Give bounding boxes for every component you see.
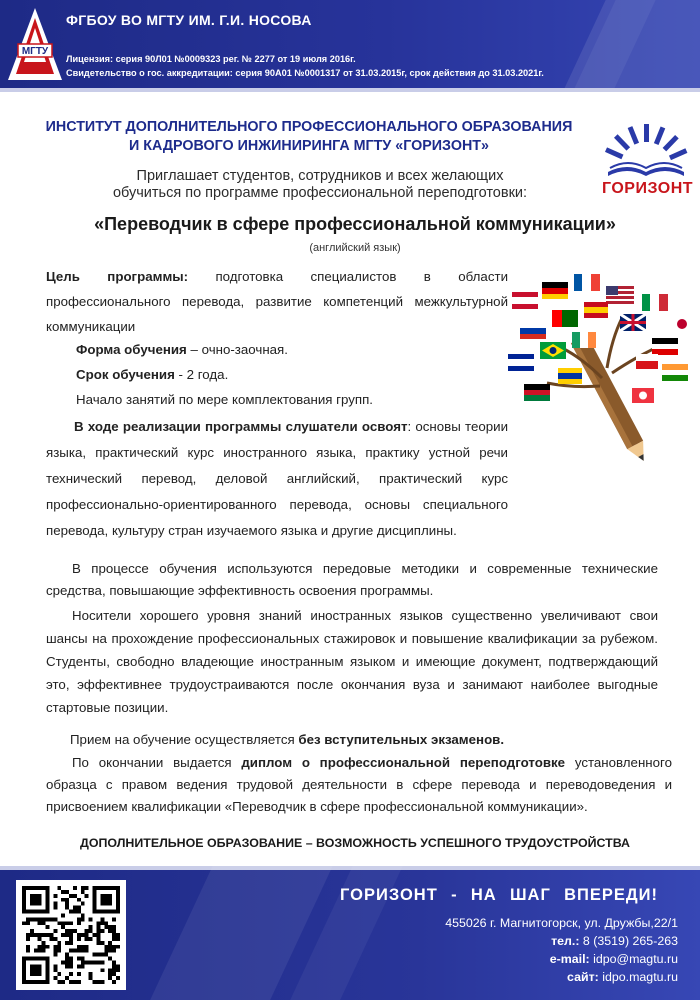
admission-bold: без вступительных экзаменов.	[298, 732, 505, 747]
diploma-text: установленного образца с правом ведения трудовой деятельности в сфере перевода и переводоведения и присвоением квалификации «Переводчик в сфере профессиональной коммуникации».	[46, 755, 672, 814]
license-line: Лицензия: серия 90Л01 №0009323 рег. № 2277 от 19 июля 2016г.	[66, 54, 356, 64]
footer-banner	[0, 866, 700, 1000]
program-goal	[46, 264, 508, 339]
admission-paragraph	[70, 732, 504, 747]
site-link[interactable]: idpo.magtu.ru	[598, 970, 678, 984]
modern-methods-paragraph	[46, 558, 658, 602]
goal-label: Цель программы:	[46, 269, 189, 284]
email-link[interactable]: idpo@magtu.ru	[589, 952, 678, 966]
horizon-logo-text: ГОРИЗОНТ	[601, 180, 694, 197]
study-term	[76, 367, 228, 382]
form-value: – очно-заочная.	[186, 342, 288, 357]
diploma-bold: диплом о профессиональной переподготовке	[241, 755, 566, 770]
header-banner	[0, 0, 700, 92]
term-value: - 2 года.	[174, 367, 229, 382]
modern-methods-text: В процессе обучения используются передовые методики и современные технические средства, повышающие эффективность освоения программы.	[46, 561, 658, 598]
org-name: ФГБОУ ВО МГТУ ИМ. Г.И. НОСОВА	[66, 12, 312, 28]
outcome-text: : основы теории языка, практический курс иностранного языка, практику устной речи технический перевод, деловой английский, практический курс профессионально-ориентированного перевода, основы специального перевода, культуру стран изучаемого языка и другие дисциплины.	[46, 419, 509, 538]
institute-title	[14, 118, 604, 156]
qr-code-icon	[22, 886, 120, 984]
contact-info	[445, 914, 678, 986]
site-line	[445, 968, 678, 986]
invitation-line: обучиться по программе профессиональной переподготовки:	[112, 185, 528, 201]
carriers-text: Носители хорошего уровня знаний иностранных языков существенно увеличивают свои шансы на прохождение профессиональных стажировок и повышение квалификации за рубежом. Студенты, свободно владеющие иностранным языком и имеющие документ, подтверждающий это, эффективнее трудоустраиваются после окончания вуза и занимают наиболее выгодные стартовые позиции.	[46, 608, 658, 715]
logo-text: МГТУ	[21, 46, 49, 57]
program-title: «Переводчик в сфере профессиональной коммуникации»	[94, 214, 616, 234]
admission-text: Прием на обучение осуществляется	[70, 732, 299, 747]
email-line	[445, 950, 678, 968]
diploma-text: По окончании выдается	[72, 755, 242, 770]
outcome-label: В ходе реализации программы слушатели освоят	[74, 419, 408, 434]
invitation-line: Приглашает студентов, сотрудников и всех желающих	[136, 168, 504, 184]
institute-title-line: И КАДРОВОГО ИНЖИНИРИНГА МГТУ «ГОРИЗОНТ»	[129, 138, 489, 154]
mgtu-logo-icon	[6, 6, 64, 84]
language-note: (английский язык)	[309, 242, 401, 254]
phone-value[interactable]: 8 (3519) 265-263	[579, 934, 678, 948]
institute-title-line: ИНСТИТУТ ДОПОЛНИТЕЛЬНОГО ПРОФЕССИОНАЛЬНОГО ОБРАЗОВАНИЯ	[45, 119, 573, 135]
footer-slogan: ГОРИЗОНТ - НА ШАГ ВПЕРЕДИ!	[340, 886, 658, 904]
phone-line	[445, 932, 678, 950]
site-label: сайт:	[567, 970, 599, 984]
invitation-text	[40, 168, 600, 202]
flags-tree-illustration	[502, 268, 698, 468]
goal-text: подготовка специалистов в области профессионального перевода, развитие компетенций межкультурной коммуникации	[46, 269, 508, 334]
email-label: e-mail:	[549, 952, 590, 966]
bottom-slogan: ДОПОЛНИТЕЛЬНОЕ ОБРАЗОВАНИЕ – ВОЗМОЖНОСТЬ УСПЕШНОГО ТРУДОУСТРОЙСТВА	[80, 836, 630, 850]
diploma-paragraph	[46, 752, 672, 818]
address: 455026 г. Магнитогорск, ул. Дружбы,22/1	[445, 916, 678, 930]
carriers-paragraph	[46, 604, 658, 719]
start-info: Начало занятий по мере комплектования групп.	[76, 392, 373, 407]
license-info	[66, 52, 544, 80]
study-form	[76, 342, 288, 357]
header-divider	[0, 88, 700, 92]
phone-label: тел.:	[551, 934, 580, 948]
term-label: Срок обучения	[76, 367, 175, 382]
accreditation-line: Свидетельство о гос. аккредитации: серия 90А01 №0001317 от 31.03.2015г, срок действия до 31.03.2021г.	[66, 68, 544, 78]
form-label: Форма обучения	[76, 342, 187, 357]
qr-code[interactable]	[16, 880, 126, 990]
program-outcomes	[46, 414, 508, 544]
